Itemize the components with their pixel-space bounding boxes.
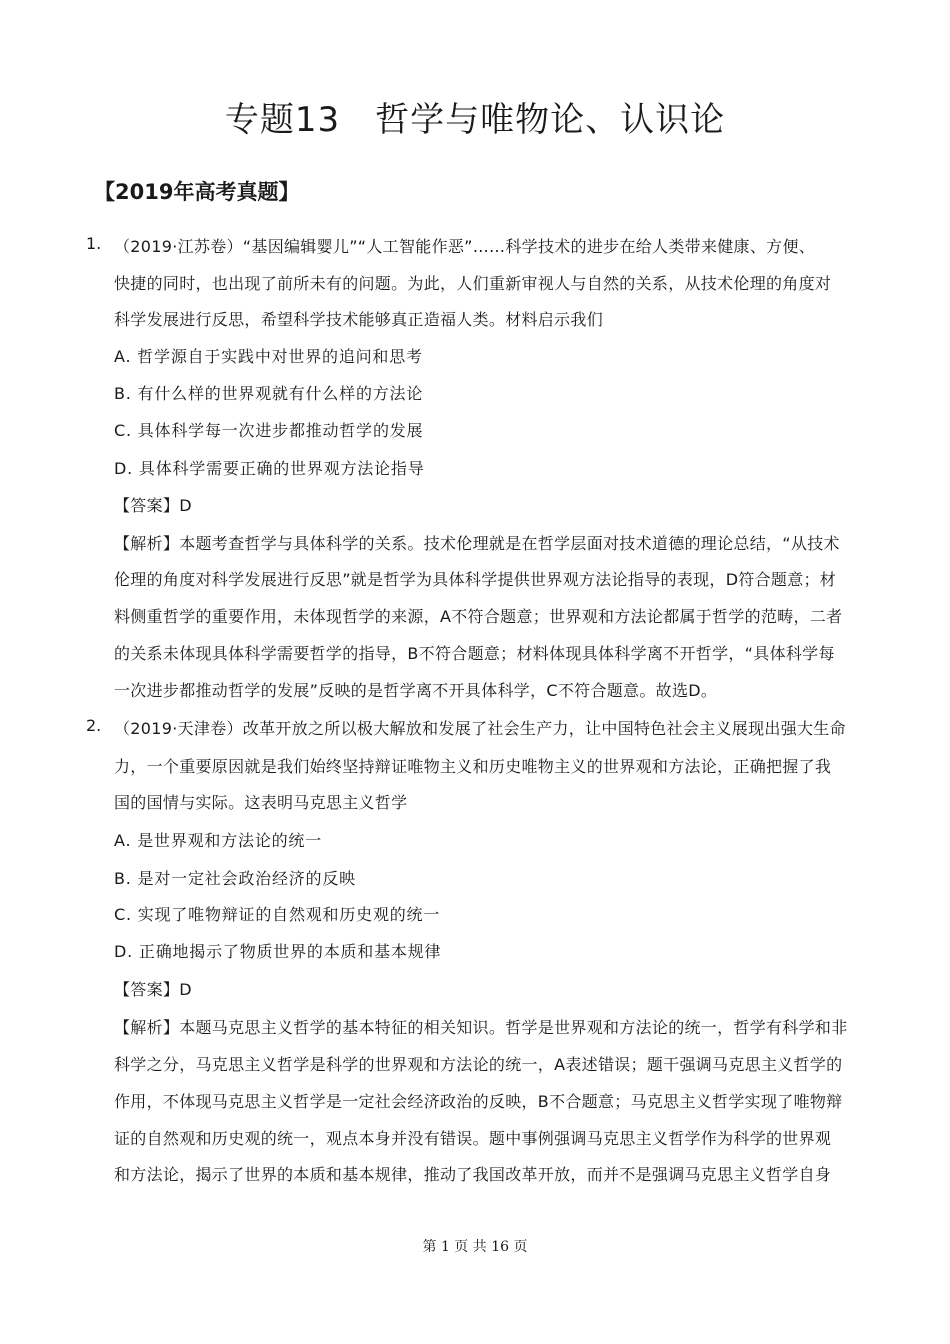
analysis-line: 一次进步都推动哲学的发展”反映的是哲学离不开具体科学，C不符合题意。故选D。 (114, 681, 718, 700)
question-number: 2. (86, 716, 102, 735)
option-c: C. 具体科学每一次进步都推动哲学的发展 (114, 421, 424, 440)
question-stem-line: （2019·天津卷）改革开放之所以极大解放和发展了社会生产力，让中国特色社会主义展现出强大生命 (114, 719, 846, 738)
option-b: B. 是对一定社会政治经济的反映 (114, 869, 356, 888)
analysis-line: 证的自然观和历史观的统一，观点本身并没有错误。题中事例强调马克思主义哲学作为科学的世界观 (114, 1129, 832, 1148)
analysis-line: 科学之分，马克思主义哲学是科学的世界观和方法论的统一，A表述错误；题干强调马克思主义哲学的 (114, 1055, 843, 1074)
analysis-line: 和方法论，揭示了世界的本质和基本规律，推动了我国改革开放，而并不是强调马克思主义哲学自身 (114, 1165, 832, 1184)
question-stem-line: 科学发展进行反思，希望科学技术能够真正造福人类。材料启示我们 (114, 310, 604, 329)
answer: 【答案】D (114, 496, 192, 515)
page-footer: 第 1 页 共 16 页 (422, 1239, 528, 1255)
question-stem-line: 快捷的同时，也出现了前所未有的问题。为此，人们重新审视人与自然的关系，从技术伦理的角度对 (114, 274, 832, 293)
option-a: A. 哲学源自于实践中对世界的追问和思考 (114, 347, 423, 366)
option-c: C. 实现了唯物辩证的自然观和历史观的统一 (114, 905, 441, 924)
question-stem-line: （2019·江苏卷）“基因编辑婴儿”“人工智能作恶”……科学技术的进步在给人类带来健康、方便、 (114, 237, 816, 256)
analysis-line: 的关系未体现具体科学需要哲学的指导，B不符合题意；材料体现具体科学离不开哲学，“具体科学每 (114, 644, 835, 663)
question-stem-line: 力，一个重要原因就是我们始终坚持辩证唯物主义和历史唯物主义的世界观和方法论，正确把握了我 (114, 757, 832, 776)
option-b: B. 有什么样的世界观就有什么样的方法论 (114, 384, 424, 403)
option-d: D. 正确地揭示了物质世界的本质和基本规律 (114, 942, 442, 961)
analysis-line: 【解析】本题马克思主义哲学的基本特征的相关知识。哲学是世界观和方法论的统一，哲学有科学和非 (114, 1018, 848, 1037)
analysis-line: 【解析】本题考查哲学与具体科学的关系。技术伦理就是在哲学层面对技术道德的理论总结，“从技术 (114, 534, 840, 553)
option-d: D. 具体科学需要正确的世界观方法论指导 (114, 459, 425, 478)
section-heading: 【2019年高考真题】 (94, 180, 300, 204)
page-title: 专题13 哲学与唯物论、认识论 (224, 100, 726, 140)
answer: 【答案】D (114, 980, 192, 999)
question-stem-line: 国的国情与实际。这表明马克思主义哲学 (114, 793, 408, 812)
option-a: A. 是世界观和方法论的统一 (114, 831, 323, 850)
analysis-line: 料侧重哲学的重要作用，未体现哲学的来源，A不符合题意；世界观和方法论都属于哲学的范畴，二者 (114, 607, 843, 626)
analysis-line: 伦理的角度对科学发展进行反思”就是哲学为具体科学提供世界观方法论指导的表现，D符合题意；材 (114, 570, 837, 589)
question-number: 1. (86, 234, 102, 253)
analysis-line: 作用，不体现马克思主义哲学是一定社会经济政治的反映，B不合题意；马克思主义哲学实现了唯物辩 (114, 1092, 843, 1111)
